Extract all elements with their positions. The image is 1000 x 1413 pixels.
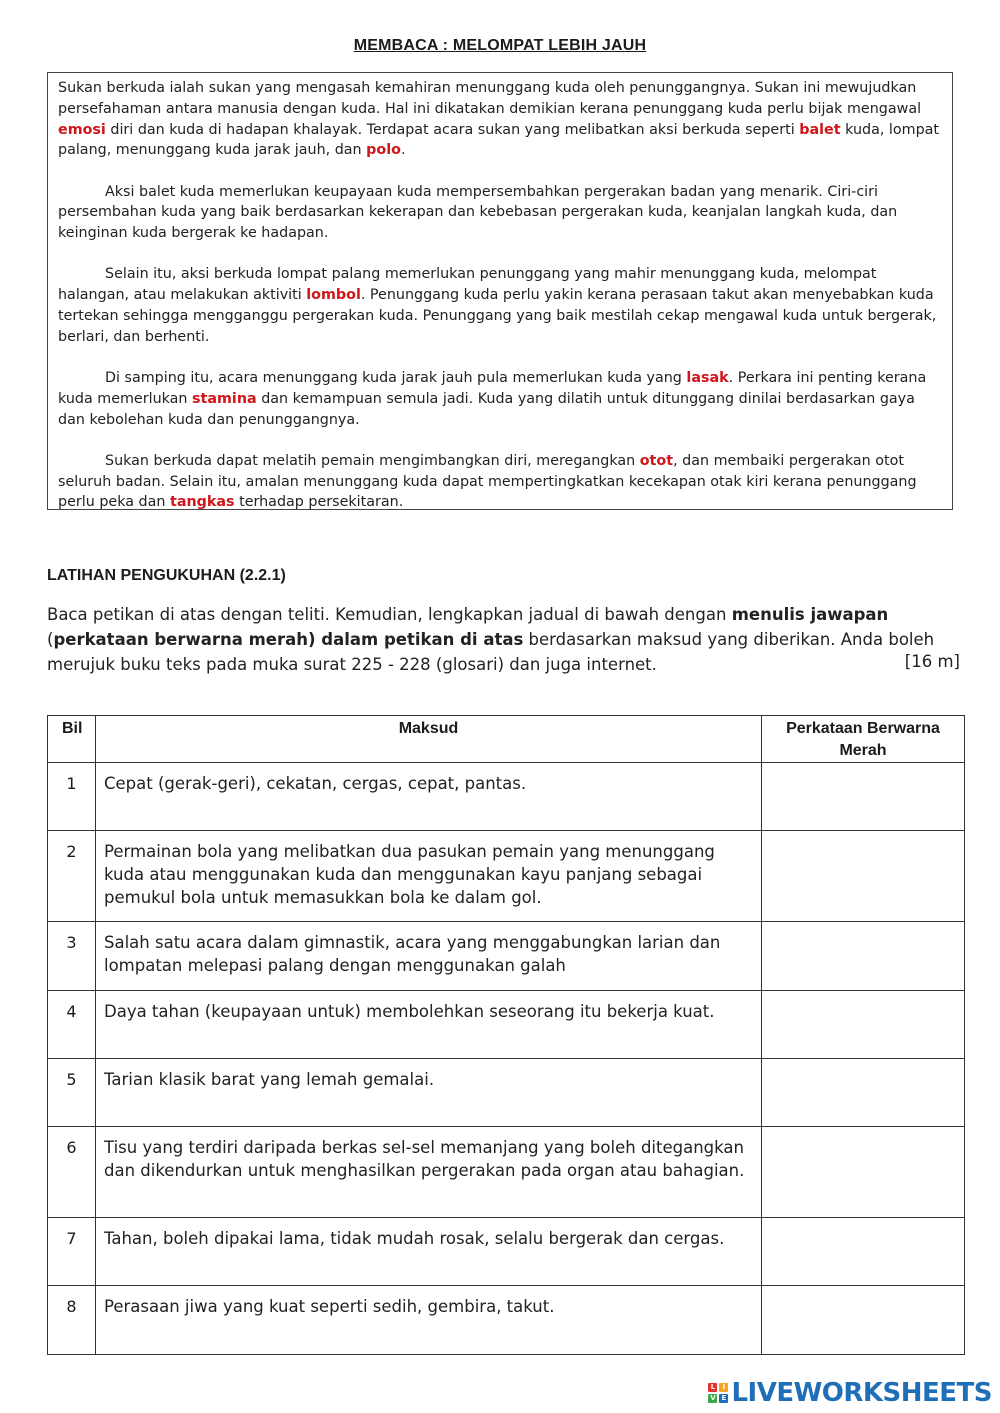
logo-letter-l: L: [708, 1383, 717, 1392]
red-word-tangkas: tangkas: [169, 494, 235, 511]
row-number: 7: [48, 1218, 96, 1286]
answer-cell-1[interactable]: [762, 763, 965, 831]
answer-cell-4[interactable]: [762, 991, 965, 1059]
answer-cell-6[interactable]: [762, 1127, 965, 1218]
table-row: [48, 763, 965, 831]
table-header-row: [48, 716, 965, 763]
red-word-lasak: lasak: [686, 369, 729, 386]
passage-paragraph-5: Sukan berkuda dapat melatih pemain mengimbangkan diri, meregangkan otot, dan membaiki pergerakan otot seluruh badan. Selain itu, amalan menunggang kuda dapat mempertingkatkan kecekapan otak kiri kerana penunggang perlu peka dan tangkas terhadap persekitaran.: [58, 452, 917, 511]
passage-paragraph-2: Aksi balet kuda memerlukan keupayaan kuda mempersembahkan pergerakan badan yang menarik. Ciri-ciri persembahan kuda yang baik berdasarkan kekerapan dan kebebasan pergerakan kuda, keanjalan langkah kuda, dan keinginan kuda bergerak ke hadapan.: [58, 183, 898, 242]
liveworksheets-logo: [708, 1378, 992, 1408]
row-maksud: Perasaan jiwa yang kuat seperti sedih, gembira, takut.: [96, 1286, 762, 1355]
row-number: 1: [48, 763, 96, 831]
red-word-otot: otot: [639, 452, 674, 469]
header-jawapan: Perkataan Berwarna Merah: [762, 716, 965, 763]
row-number: 4: [48, 991, 96, 1059]
answer-cell-7[interactable]: [762, 1218, 965, 1286]
exercise-table: [47, 715, 965, 1355]
table-row: [48, 922, 965, 991]
logo-letter-e: E: [719, 1394, 728, 1403]
section-title: LATIHAN PENGUKUHAN (2.2.1): [47, 567, 286, 584]
passage-paragraph-4: Di samping itu, acara menunggang kuda jarak jauh pula memerlukan kuda yang lasak. Perkara ini penting kerana kuda memerlukan stamina dan kemampuan semula jadi. Kuda yang dilatih untuk ditunggang dinilai berdasarkan gaya dan kebolehan kuda dan penunggangnya.: [58, 369, 927, 428]
answer-cell-5[interactable]: [762, 1059, 965, 1127]
reading-passage: [47, 72, 953, 510]
red-word-lombol: lombol: [306, 287, 361, 304]
table-row: [48, 1059, 965, 1127]
row-maksud: Tahan, boleh dipakai lama, tidak mudah rosak, selalu bergerak dan cergas.: [96, 1218, 762, 1286]
row-maksud: Permainan bola yang melibatkan dua pasukan pemain yang menunggang kuda atau menggunakan kuda dan menggunakan kayu panjang sebagai pemukul bola untuk memasukkan bola ke dalam gol.: [96, 831, 762, 922]
answer-cell-3[interactable]: [762, 922, 965, 991]
table-row: [48, 991, 965, 1059]
table-row: [48, 1218, 965, 1286]
red-word-polo: polo: [366, 142, 401, 159]
row-number: 5: [48, 1059, 96, 1127]
logo-letter-i: I: [719, 1383, 728, 1392]
table-row: [48, 1127, 965, 1218]
row-maksud: Salah satu acara dalam gimnastik, acara yang menggabungkan larian dan lompatan melepasi palang dengan menggunakan galah: [96, 922, 762, 991]
logo-letter-v: V: [710, 1394, 716, 1402]
header-maksud: Maksud: [96, 716, 762, 763]
logo-text: LIVEWORKSHEETS: [731, 1378, 992, 1408]
marks-label: [16 m]: [904, 652, 960, 671]
row-maksud: Cepat (gerak-geri), cekatan, cergas, cepat, pantas.: [96, 763, 762, 831]
red-word-emosi: emosi: [58, 121, 106, 138]
instructions: Baca petikan di atas dengan teliti. Kemudian, lengkapkan jadual di bawah dengan menulis jawapan (perkataan berwarna merah) dalam petikan di atas berdasarkan maksud yang diberikan. Anda boleh merujuk buku teks pada muka surat 225 - 228 (glosari) dan juga internet.: [47, 605, 935, 674]
red-word-stamina: stamina: [192, 390, 257, 407]
passage-paragraph-3: Selain itu, aksi berkuda lompat palang memerlukan penunggang yang mahir menunggang kuda, melompat halangan, atau melakukan aktiviti lombol. Penunggang kuda perlu yakin kerana perasaan takut akan menyebabkan kuda tertekan sehingga mengganggu pergerakan kuda. Penunggang yang baik mestilah cekap mengawal kuda untuk bergerak, berlari, dan berhenti.: [58, 266, 937, 345]
red-word-balet: balet: [799, 121, 841, 138]
table-row: [48, 1286, 965, 1355]
page-title: MEMBACA : MELOMPAT LEBIH JAUH: [353, 37, 647, 54]
row-number: 2: [48, 831, 96, 922]
row-maksud: Daya tahan (keupayaan untuk) membolehkan seseorang itu bekerja kuat.: [96, 991, 762, 1059]
answer-cell-2[interactable]: [762, 831, 965, 922]
header-bil: Bil: [48, 716, 96, 763]
table-row: [48, 831, 965, 922]
row-maksud: Tarian klasik barat yang lemah gemalai.: [96, 1059, 762, 1127]
answer-cell-8[interactable]: [762, 1286, 965, 1355]
row-number: 8: [48, 1286, 96, 1355]
logo-icon: [708, 1383, 728, 1403]
row-number: 3: [48, 922, 96, 991]
row-number: 6: [48, 1127, 96, 1218]
passage-paragraph-1: Sukan berkuda ialah sukan yang mengasah kemahiran menunggang kuda oleh penunggangnya. Sukan ini mewujudkan persefahaman antara manusia dengan kuda. Hal ini dikatakan demikian kerana penunggang kuda perlu bijak mengawal emosi diri dan kuda di hadapan khalayak. Terdapat acara sukan yang melibatkan aksi berkuda seperti balet kuda, lompat palang, menunggang kuda jarak jauh, dan polo.: [58, 80, 940, 159]
row-maksud: Tisu yang terdiri daripada berkas sel-sel memanjang yang boleh ditegangkan dan dikendurkan untuk menghasilkan pergerakan pada organ atau bahagian.: [96, 1127, 762, 1218]
